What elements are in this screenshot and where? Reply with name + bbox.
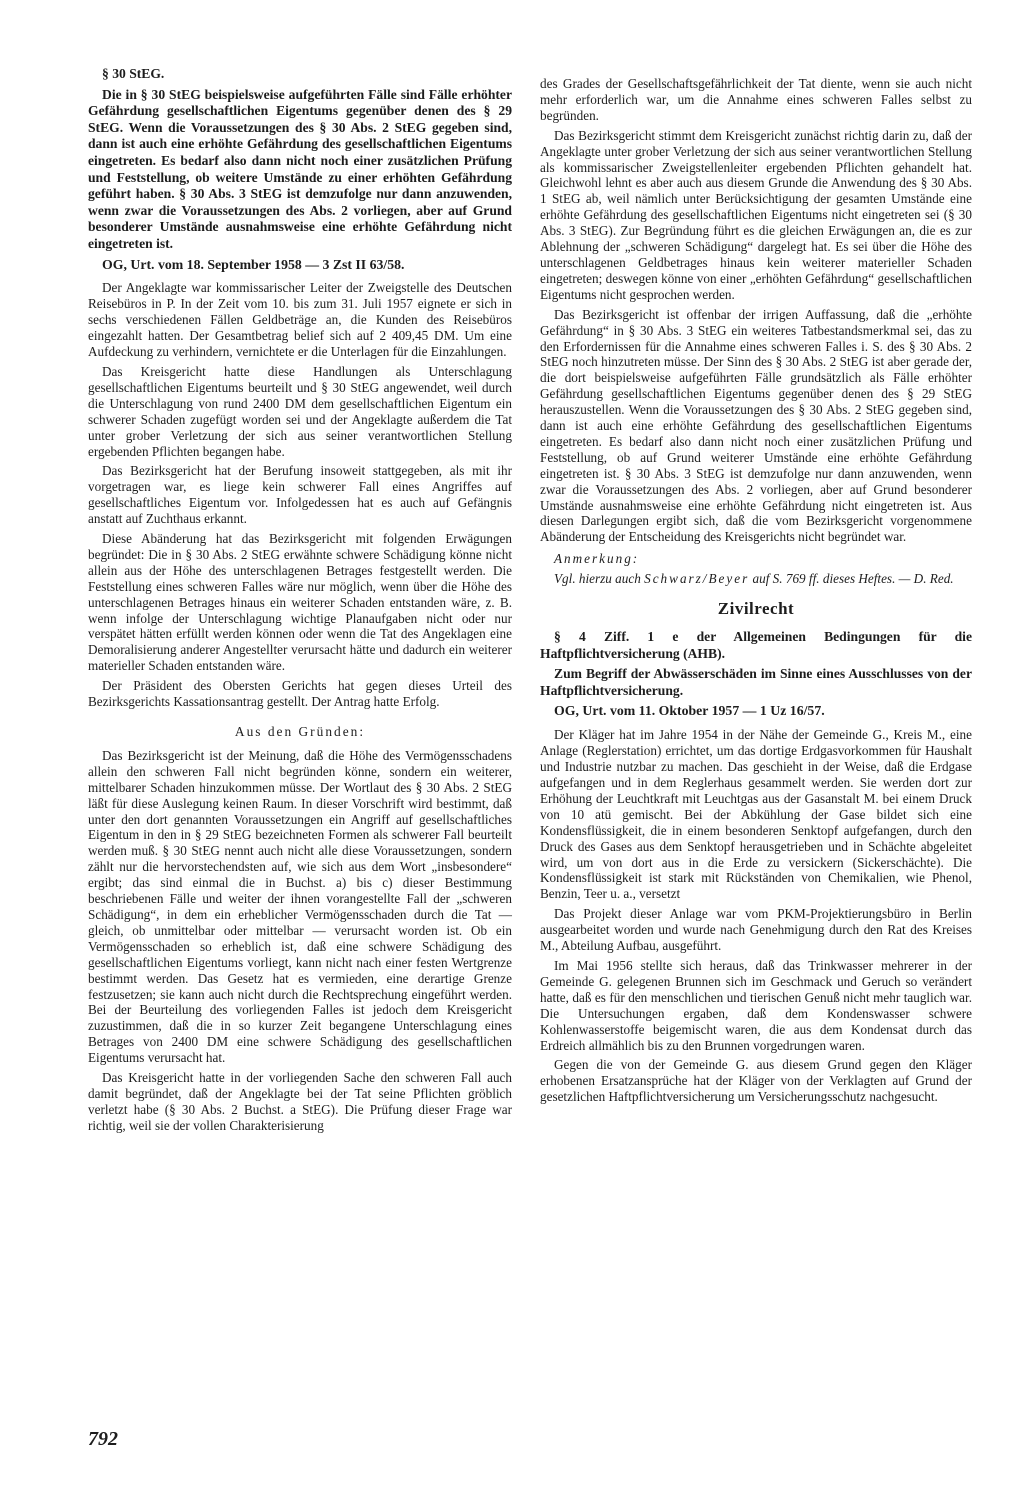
paragraph: Das Kreisgericht hatte in der vorliegenden Sache den schweren Fall auch damit begründet, daß der Angeklagte bei der Tat seine Pflichten gröblich verletzt habe (§ 30 Abs. 2 Buchst. a StEG). Die Prüfung dieser Frage war richtig, weil sie der vollen Charakterisierung	[88, 1070, 512, 1133]
paragraph: Das Kreisgericht hatte diese Handlungen als Unterschlagung gesellschaftlichen Eigentums beurteilt und § 30 StEG angewendet, weil durch die Unterschlagung von rund 2400 DM dem gesellschaftlichen Eigentum ein schwerer Schaden zugefügt worden sei und der Angeklagte außerdem die Tat unter grober Verletzung der sich aus seiner verantwortlichen Stellung ergebenden Pflichten begangen habe.	[88, 363, 512, 459]
paragraph: Das Projekt dieser Anlage war vom PKM-Projektierungsbüro in Berlin ausgearbeitet worden und wurde nach Genehmigung durch den Rat des Kreises M., Abteilung Aufbau, ausgeführt.	[540, 906, 972, 954]
note-text: Vgl. hierzu auch	[554, 571, 641, 587]
paragraph: Das Bezirksgericht ist der Meinung, daß die Höhe des Vermögensschadens allein den schweren Fall nicht begründen könne, sondern ein weiterer, mittelbarer Schaden hinzukommen müsse. Der Wortlaut des § 30 Abs. 2 StEG läßt für diese Auslegung keinen Raum. In dieser Vorschrift wird bestimmt, daß unter den dort genannten Voraussetzungen ein Angriff auf gesellschaftliches Eigentum in den in § 29 StEG bezeichneten Formen als schwerer Fall beurteilt werden muß. § 30 StEG nennt auch nicht alle diese Voraussetzungen, sondern zählt nur die hervorstechendsten auf, wie sich aus dem Wort „insbesondere“ ergibt; das sind einmal die in Buchst. a) bis c) dieser Bestimmung beschriebenen Fälle und weiter der ihnen vorangestellte Fall der „schweren Schädigung“, in dem ein erheblicher Vermögensschaden durch die Tat — gleich, ob unmittelbar oder mittelbar — verursacht worden ist. Ob ein Vermögensschaden so erheblich ist, daß eine schwere Schädigung des gesellschaftlichen Eigentums vorliegt, kann nicht nach einer festen Wertgrenze bestimmt werden. Das Gesetz hat es vermieden, eine derartige Grenze festzusetzen; sie kann auch nicht durch die Rechtsprechung eingeführt werden. Bei der Beurteilung des vorliegenden Falles ist jedoch dem Kreisgericht zuzustimmen, daß die in so kurzer Zeit begangene Unterschlagung eines Betrages von 2400 DM eine schwere Schädigung des gesellschaftlichen Eigentums verursacht hat.	[88, 747, 512, 1066]
note-authors: Schwarz/Beyer	[644, 571, 750, 587]
court-citation: OG, Urt. vom 18. September 1958 — 3 Zst II 63/58.	[102, 256, 405, 272]
reasons-heading: Aus den Gründen:	[234, 724, 366, 739]
paragraph-continuation: des Grades der Gesellschaftsgefährlichkeit der Tat diente, wenn sie auch nicht mehr erforderlich war, um die Annahme eines schweren Falles selbst zu begründen.	[540, 76, 972, 123]
paragraph: Im Mai 1956 stellte sich heraus, daß das Trinkwasser mehrerer in der Gemeinde G. gelegenen Brunnen sich im Geschmack und Geruch so verändert hatte, daß es für den menschlichen und tierischen Genuß nicht mehr tauglich war. Die Untersuchungen ergaben, daß dem Kondenswasser schwere Kohlenwasserstoffe beigemischt waren, die aus dem Kondensat durch das Erdreich allmählich bis zu den Brunnen vorgedrungen waren.	[540, 957, 972, 1053]
headnote: Zum Begriff der Abwässerschäden im Sinne eines Ausschlusses von der Haftpflichtversicherung.	[540, 666, 972, 698]
paragraph: Das Bezirksgericht hat der Berufung insoweit stattgegeben, als mit ihr vorgetragen war, es liege kein schwerer Fall eines Angriffes auf gesellschaftliches Eigentum vor. Infolgedessen hat es auch auf Gefängnis anstatt auf Zuchthaus erkannt.	[88, 463, 512, 527]
left-column	[88, 66, 512, 1138]
paragraph: Diese Abänderung hat das Bezirksgericht mit folgenden Erwägungen begründet: Die in § 30 Abs. 2 StEG erwähnte schwere Schädigung könne nicht allein aus der Höhe des unterschlagenen Betrages festgestellt werden. Die Feststellung eines schweren Falles wäre nur möglich, wenn über die Höhe des unterschlagenen Betrages hinaus ein weiterer Schaden entstanden wäre, z. B. wenn infolge der Unterschlagung wichtige Planaufgaben nicht oder nur verspätet hätten erfüllt werden können oder wenn die Tat des Angeklagen eine Demoralisierung anderer Angestellter verursacht hätte und dadurch ein weiterer materieller Schaden entstanden wäre.	[88, 531, 512, 674]
note-text: auf S. 769 ff. dieses Heftes. — D. Red.	[752, 571, 954, 587]
paragraph: Der Kläger hat im Jahre 1954 in der Nähe der Gemeinde G., Kreis M., eine Anlage (Reglerstation) errichtet, um das dortige Erdgasvorkommen für Haushalt und Industrie nutzbar zu machen. Das geschieht in der Weise, daß die Erdgase aufgefangen und in dem Reglerhaus gesammelt werden. Sie werden dort zur Erhöhung der Leuchtkraft mit Leuchtgas aus der Gasanstalt M. bei einem Druck von 10 atü gemischt. Bei der Abkühlung der Gase bildet sich eine Kondensflüssigkeit, die in einem besonderen Senktopf aufgefangen, durch den Druck des Gases aus dem Senktopf herausgetrieben und in Schächte abgeleitet wird, um von dort aus in die Erde zu versickern (Sickerschächte). Die Kondensflüssigkeit ist stark mit Rückständen von Chemikalien, wie Phenol, Benzin, Teer u. a., versetzt	[540, 727, 972, 902]
headnote: Die in § 30 StEG beispielsweise aufgeführten Fälle sind Fälle erhöhter Gefährdung gesellschaftlichen Eigentums gegenüber denen des § 29 StEG. Wenn die Voraussetzungen des § 30 Abs. 2 StEG gegeben sind, dann ist auch eine erhöhte Gefährdung des gesellschaftlichen Eigentums eingetreten. Es bedarf also dann nicht noch einer zusätzlichen Prüfung und Feststellung, ob weitere Umstände zu einer erhöhten Gefährdung geführt haben. § 30 Abs. 3 StEG ist demzufolge nur dann anzuwenden, wenn zwar die Voraussetzungen des Abs. 2 vorliegen, aber auf Grund besonderer Umstände ausnahmsweise eine erhöhte Gefährdung nicht eingetreten ist.	[88, 86, 512, 251]
paragraph: Das Bezirksgericht stimmt dem Kreisgericht zunächst richtig darin zu, daß der Angeklagte unter grober Verletzung der sich aus seiner verantwortlichen Stellung als kommissarischer Zweigstellenleiter ergebenden Pflichten gehandelt hat. Gleichwohl lehnt es aber auch aus diesem Grunde die Anwendung des § 30 Abs. 1 StEG ab, weil nämlich unter Berücksichtigung der gesamten Umstände eine erhöhte Gefährdung des gesellschaftlichen Eigentums nicht eingetreten sei (§ 30 Abs. 3 StEG). Zur Begründung führt es die gleichen Erwägungen an, die es zur Ablehnung der „schweren Schädigung“ dargelegt hat. Es sei über die Höhe des unterschlagenen Geldbetrages hinaus kein weiterer materieller Schaden eingetreten; deswegen könne von einer „erhöhten Gefährdung“ gesellschaftlichen Eigentums nicht gesprochen werden.	[540, 127, 972, 302]
court-citation: OG, Urt. vom 11. Oktober 1957 — 1 Uz 16/57.	[554, 703, 825, 719]
right-column	[540, 76, 972, 1109]
section-heading: Zivilrecht	[717, 599, 795, 619]
paragraph: Gegen die von der Gemeinde G. aus diesem Grund gegen den Kläger erhobenen Ersatzansprüche hat der Kläger von der Verklagten auf Grund der gesetzlichen Haftpflichtversicherung um Versicherungsschutz nachgesucht.	[540, 1057, 972, 1105]
paragraph: Der Angeklagte war kommissarischer Leiter der Zweigstelle des Deutschen Reisebüros in P. In der Zeit vom 10. bis zum 31. Juli 1957 eignete er sich in sechs verschiedenen Fällen Geldbeträge an, die Kunden des Reisebüros eingezahlt hatten. Der Gesamtbetrag belief sich auf 2 409,45 DM. Um eine Aufdeckung zu verhindern, vernichtete er die Unterlagen für die Einzahlungen.	[88, 280, 512, 360]
section-reference: § 30 StEG.	[102, 66, 165, 81]
paragraph: Der Präsident des Obersten Gerichts hat gegen dieses Urteil des Bezirksgerichts Kassationsantrag gestellt. Der Antrag hatte Erfolg.	[88, 678, 512, 710]
note-label: Anmerkung:	[554, 551, 640, 567]
editorial-note	[540, 571, 972, 587]
page-number: 792	[88, 1428, 118, 1450]
paragraph: Das Bezirksgericht ist offenbar der irrigen Auffassung, daß die „erhöhte Gefährdung“ in § 30 Abs. 3 StEG ein weiteres Tatbestandsmerkmal sei, das zu den Erfordernissen für die Annahme eines schweren Falles i. S. des § 30 Abs. 2 StEG noch hinzutreten müsse. Der Sinn des § 30 Abs. 2 StEG ist aber gerade der, die dort beispielsweise aufgeführten Fälle grundsätzlich als Fälle erhöhter Gefährdung gesellschaftlichen Eigentums gegenüber denen des § 29 StEG herauszustellen. Wenn die Voraussetzungen des § 30 Abs. 2 StEG gegeben sind, dann ist auch eine erhöhte Gefährdung des gesellschaftlichen Eigentums eingetreten. Es bedarf also dann nicht noch einer zusätzlichen Prüfung und Feststellung, ob auf Grund weiterer Umstände eine erhöhte Gefährdung eingetreten ist. § 30 Abs. 3 StEG ist demzufolge nur dann anzuwenden, wenn zwar die Voraussetzungen des Abs. 2 vorliegen, aber auf Grund besonderer Umstände ausnahmsweise eine erhöhte Gefährdung nicht eingetreten ist. Aus diesen Darlegungen ergibt sich, daß die vom Bezirksgericht vorgenommene Abänderung der Entscheidung des Kreisgerichts nicht begründet war.	[540, 306, 972, 545]
section-reference: § 4 Ziff. 1 e der Allgemeinen Bedingungen für die Haftpflichtversicherung (AHB).	[540, 629, 972, 661]
